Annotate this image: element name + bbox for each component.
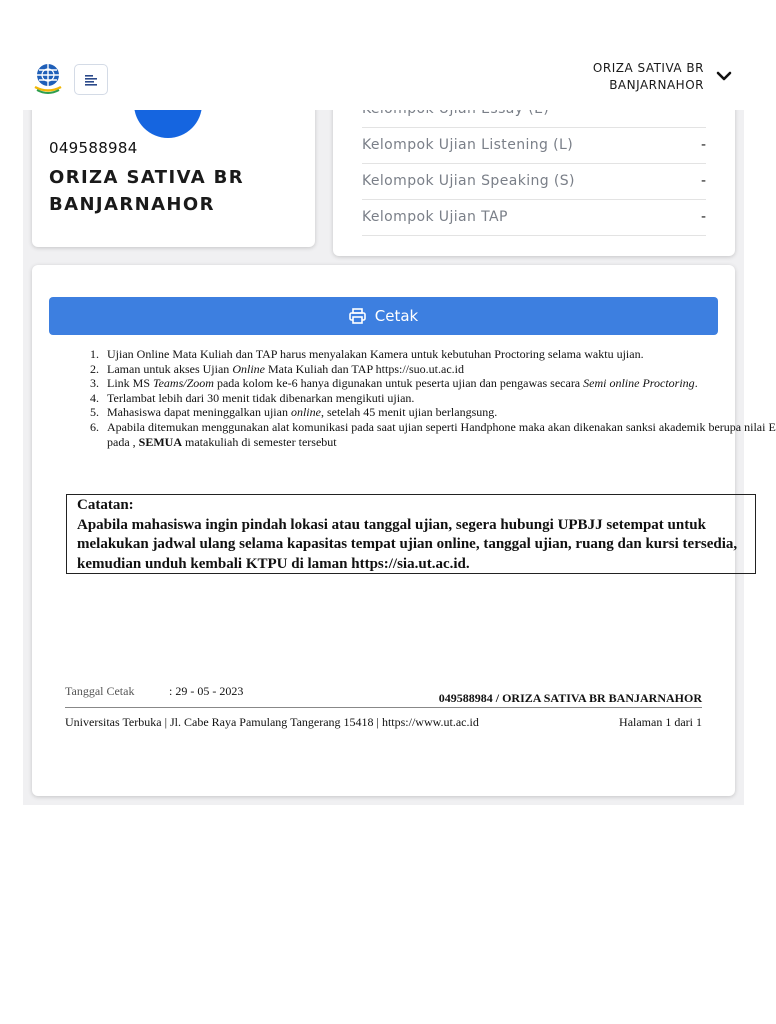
exam-group-value: - [700,173,706,189]
printer-icon [349,308,366,324]
ut-logo-icon [33,63,63,93]
note-number: 5. [90,405,99,420]
note-text: Terlambat lebih dari 30 menit tidak dibenarkan mengikuti ujian. [107,390,415,405]
note-number: 3. [90,376,99,391]
exam-card-panel [32,265,776,796]
exam-group-label: Kelompok Ujian Listening (L) [362,137,574,153]
print-date-label: Tanggal Cetak [65,684,135,698]
top-header [0,0,768,110]
note-text: Mata Kuliah dan TAP https://suo.ut.ac.id [264,361,465,376]
note-number: 6. [90,419,99,434]
note-text: Mahasiswa dapat meninggalkan ujian [107,405,291,420]
exam-group-value: - [700,209,706,225]
exam-notes-list [90,347,776,449]
note-text: , setelah 45 menit ujian berlangsung. [320,405,498,420]
exam-group-value: - [700,137,706,153]
note-item [90,362,750,377]
note-text: pada kolom ke-6 hanya digunakan untuk peserta ujian dan pengawas secara [213,376,584,391]
document-owner: 049588984 / ORIZA SATIVA BR BANJARNAHOR [438,691,702,705]
exam-group-label: Kelompok Ujian Speaking (S) [362,173,575,189]
note-number: 2. [90,361,99,376]
note-item [90,376,750,391]
footer-page-number: Halaman 1 dari 1 [619,715,702,729]
footer-address: Universitas Terbuka | Jl. Cabe Raya Pamulang Tangerang 15418 | https://www.ut.ac.id [65,715,479,729]
note-text: . [694,376,698,391]
note-text: pada , [107,434,139,449]
print-button[interactable] [49,297,718,335]
note-text: Laman untuk akses Ujian [107,361,233,376]
note-text: matakuliah di semester tersebut [182,434,337,449]
exam-group-label: Kelompok Ujian TAP [362,209,508,225]
note-number: 4. [90,390,99,405]
note-emphasis: Semi online Proctoring [583,376,695,391]
exam-group-row [362,200,706,236]
print-button-label: Cetak [374,307,419,325]
note-emphasis: Teams/Zoom [153,376,214,391]
menu-icon [84,74,98,86]
chevron-down-icon[interactable] [716,69,732,83]
note-text: Link MS [107,376,154,391]
footer-divider [65,707,702,708]
menu-toggle-button[interactable] [74,64,108,95]
ktpu-document [32,347,776,796]
note-text: Ujian Online Mata Kuliah dan TAP harus menyalakan Kamera untuk kebutuhan Proctoring selama waktu ujian. [107,347,644,361]
catatan-box [66,494,756,574]
note-number: 1. [90,347,99,361]
note-continuation [90,435,750,450]
catatan-line: kemudian unduh kembali KTPU di laman https://sia.ut.ac.id. [77,555,470,572]
note-item [90,391,750,406]
note-item [90,405,750,420]
note-text: Apabila ditemukan menggunakan alat komunikasi pada saat ujian seperti Handphone maka akan dikenakan sanksi akademik berupa nilai E [107,419,776,434]
note-item [90,419,776,435]
exam-group-row [362,128,706,164]
note-emphasis: SEMUA [138,434,182,449]
note-emphasis: Online [232,361,265,376]
print-date-value: : 29 - 05 - 2023 [169,684,244,698]
note-item [90,347,750,362]
user-menu-name[interactable]: ORIZA SATIVA BR BANJARNAHOR [592,61,704,92]
note-emphasis: online [290,405,321,420]
student-id: 049588984 [49,139,138,157]
exam-group-row [362,164,706,200]
student-name: ORIZA SATIVA BR BANJARNAHOR [49,167,245,215]
catatan-line: melakukan jadwal ulang selama kapasitas tempat ujian online, tanggal ujian, ruang dan kursi tersedia, [77,536,738,552]
catatan-title: Catatan: [77,497,134,513]
catatan-line: Apabila mahasiswa ingin pindah lokasi atau tanggal ujian, segera hubungi UPBJJ setempat untuk [77,516,706,533]
